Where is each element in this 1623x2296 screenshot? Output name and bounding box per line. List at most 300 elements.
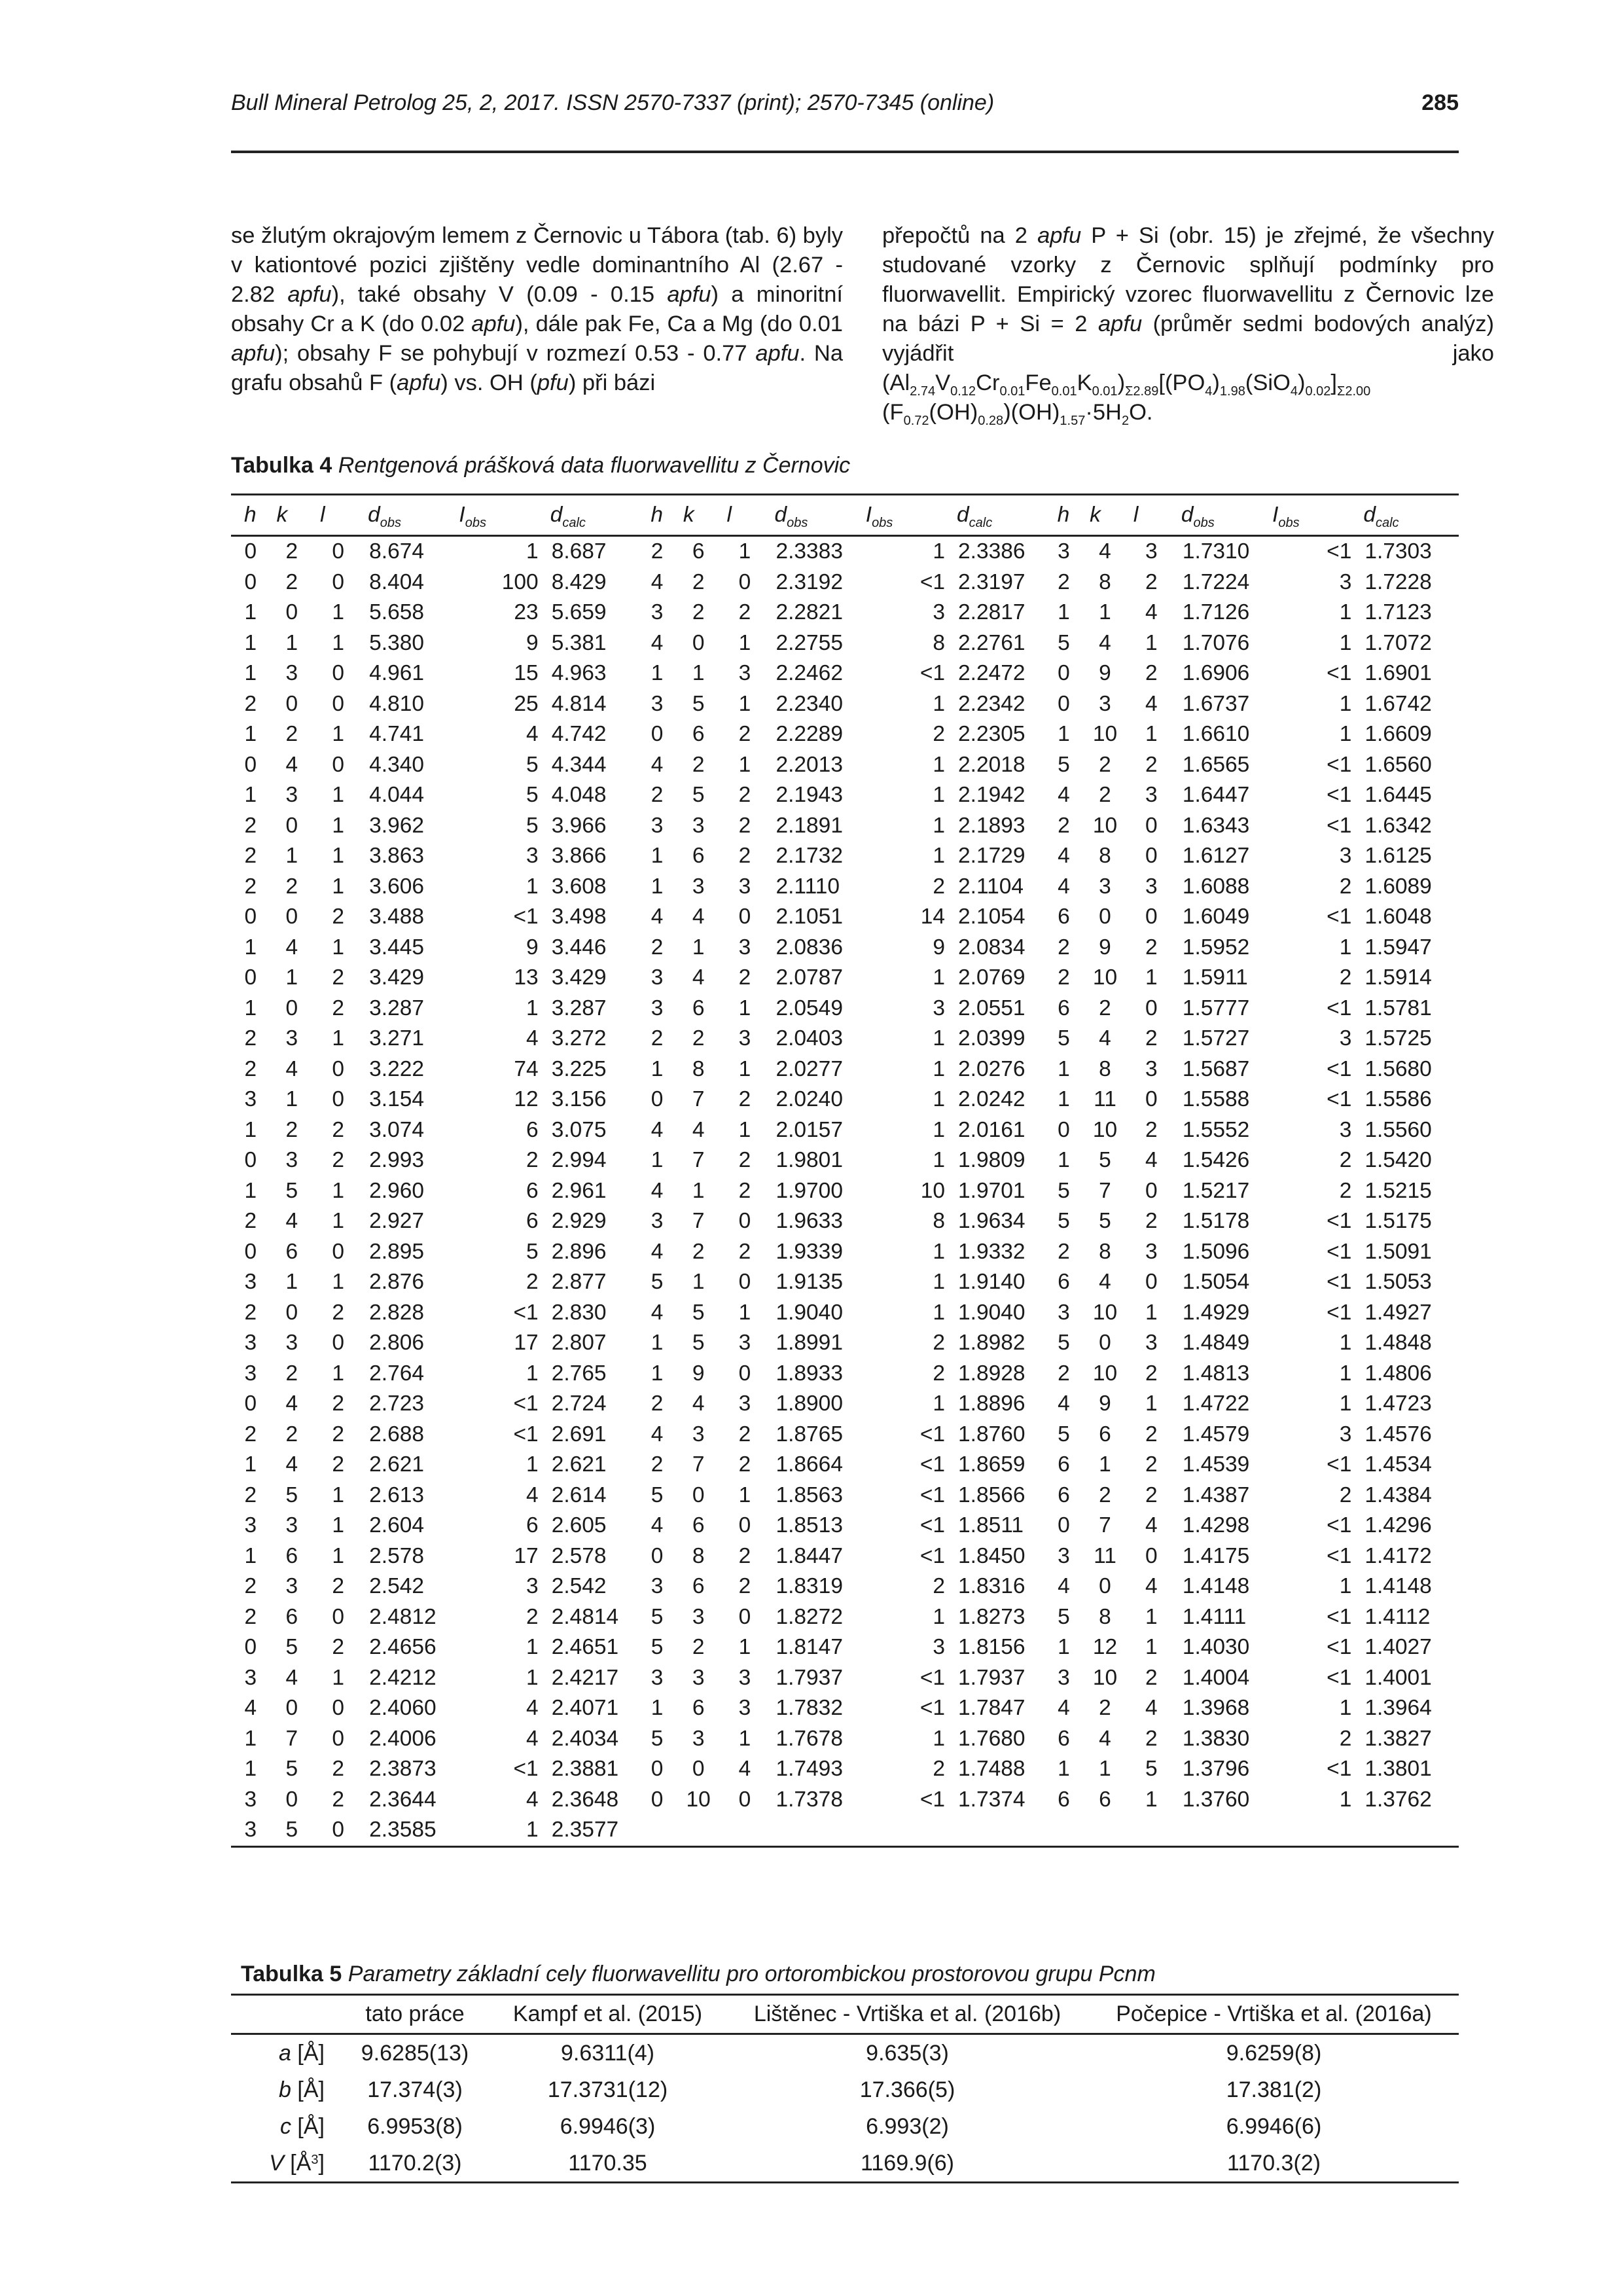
table-cell: 1 — [526, 1452, 539, 1477]
table-cell: 4 — [692, 965, 705, 990]
table-cell: 4 — [651, 1239, 664, 1264]
table-cell: 4 — [1099, 1026, 1111, 1051]
table-cell: 2 — [1339, 1482, 1352, 1507]
table-cell: 2 — [1058, 935, 1070, 960]
table-cell: 6 — [1099, 1422, 1111, 1446]
table-cell: 0 — [244, 1148, 257, 1173]
table-cell: 4 — [1145, 1696, 1158, 1721]
column-header: k — [270, 495, 314, 536]
table-cell: 1 — [1099, 600, 1111, 625]
table-cell: 3.271 — [369, 1026, 424, 1051]
table-cell: 1 — [1339, 1574, 1352, 1599]
table-cell: 1.9801 — [776, 1148, 843, 1173]
table-cell: 3 — [651, 1209, 664, 1234]
table-cell: 2 — [1145, 1209, 1158, 1234]
table-cell: 0 — [285, 905, 298, 929]
table-cell: 2 — [692, 1239, 705, 1264]
table-cell: 1.7303 — [1364, 539, 1432, 564]
table-cell: 25 — [514, 691, 539, 716]
table-cell: <1 — [1327, 1087, 1352, 1112]
table-cell: 1.9040 — [958, 1300, 1026, 1325]
table-cell: 2 — [738, 600, 751, 625]
table-cell: 2 — [933, 1361, 946, 1386]
table-cell: 0 — [285, 1696, 298, 1721]
table-cell: 1.9701 — [958, 1178, 1026, 1203]
table-cell: 1.5947 — [1364, 935, 1432, 960]
table-cell: 8.674 — [369, 539, 424, 564]
table-cell: 1 — [651, 1056, 664, 1081]
table-cell: <1 — [919, 1543, 946, 1568]
table-cell: 2.0551 — [958, 996, 1026, 1020]
table-cell: 3 — [244, 1270, 257, 1295]
table-cell: 2.4656 — [369, 1635, 437, 1660]
table-cell: 5.380 — [369, 630, 424, 655]
table-cell: 3 — [1339, 1422, 1352, 1446]
table-cell: 0 — [332, 569, 344, 594]
table-cell: 1.8933 — [776, 1361, 843, 1386]
table-cell: 17.3731(12) — [547, 2077, 668, 2102]
table-cell: 2 — [1058, 569, 1070, 594]
table-cell: 0 — [1099, 1574, 1111, 1599]
table-cell: 0 — [1058, 661, 1070, 686]
table-cell: 6 — [692, 722, 705, 747]
table-cell: 0 — [692, 1482, 705, 1507]
table-cell: 4 — [526, 1726, 539, 1751]
table-cell: 4 — [651, 1300, 664, 1325]
table-cell: 2.542 — [551, 1574, 607, 1599]
table-cell: 1.8147 — [776, 1635, 843, 1660]
table-cell: 6.993(2) — [866, 2113, 949, 2139]
table-cell: 3 — [933, 1635, 946, 1660]
table-cell: 1 — [738, 752, 751, 777]
table-cell: 1.4723 — [1364, 1391, 1432, 1416]
column-header: l — [313, 495, 363, 536]
table-cell: 0 — [1145, 905, 1158, 929]
table-cell: 4.741 — [369, 722, 424, 747]
table-cell: 1.6125 — [1364, 844, 1432, 869]
table-cell: 1.7310 — [1182, 539, 1250, 564]
table-cell: 1 — [332, 1026, 344, 1051]
table-cell: 4.963 — [551, 661, 607, 686]
table-cell: 2 — [244, 844, 257, 869]
table-cell: 1 — [1339, 630, 1352, 655]
table-cell: 2 — [651, 539, 664, 564]
table-cell: 3 — [1339, 844, 1352, 869]
table-cell: 4 — [738, 1757, 751, 1782]
table-cell: 4.344 — [551, 752, 607, 777]
table-cell: 1.4929 — [1182, 1300, 1250, 1325]
table-cell: 2.0787 — [776, 965, 843, 990]
table-cell: <1 — [919, 569, 946, 594]
table-cell: 2 — [1099, 783, 1111, 808]
table-cell: 5 — [1058, 1422, 1070, 1446]
table-cell: 1.6343 — [1182, 813, 1250, 838]
table-cell: 1.5777 — [1182, 996, 1250, 1020]
table-row — [231, 1663, 1459, 1694]
table-cell: 4 — [651, 630, 664, 655]
table-cell: 4 — [692, 1117, 705, 1142]
table-row — [231, 2072, 1459, 2108]
table-cell: 6 — [692, 844, 705, 869]
table-cell: 3 — [285, 661, 298, 686]
table-cell: 6 — [1058, 905, 1070, 929]
table-cell: 0 — [1145, 1178, 1158, 1203]
table-cell: <1 — [919, 1665, 946, 1690]
table-cell: 5 — [651, 1604, 664, 1629]
table-cell: 1.8447 — [776, 1543, 843, 1568]
table-cell: 1.8272 — [776, 1604, 843, 1629]
table-cell: 1 — [1058, 1056, 1070, 1081]
table-row — [231, 1420, 1459, 1450]
table-row — [231, 1024, 1459, 1054]
table-cell: 4 — [1099, 1726, 1111, 1751]
table-cell: <1 — [1327, 1604, 1352, 1629]
table-cell: 2 — [692, 752, 705, 777]
table-cell: 2.2013 — [776, 752, 843, 777]
table-cell: 1.8928 — [958, 1361, 1026, 1386]
table-cell: 1.7374 — [958, 1787, 1026, 1812]
table-cell: 1 — [738, 1726, 751, 1751]
table-cell: 1 — [1145, 965, 1158, 990]
table-cell: 6 — [526, 1178, 539, 1203]
table-cell: 1.7072 — [1364, 630, 1432, 655]
table-cell: 4 — [285, 1391, 298, 1416]
parameter-label: V $[Å^3]$ — [231, 2145, 340, 2183]
table-cell: 0 — [738, 1209, 751, 1234]
table-cell: 1.6565 — [1182, 752, 1250, 777]
table-cell: 2 — [1145, 752, 1158, 777]
table-cell: 0 — [1058, 691, 1070, 716]
table-cell: 23 — [514, 600, 539, 625]
table-cell: 1.3827 — [1364, 1726, 1432, 1751]
table-cell: 1 — [332, 1361, 344, 1386]
table-cell: 1 — [244, 630, 257, 655]
table-cell — [677, 1815, 721, 1846]
table-cell: 2 — [285, 539, 298, 564]
table-cell: 2 — [526, 1604, 539, 1629]
table-cell: 2 — [332, 1148, 344, 1173]
table-cell: 2 — [1058, 813, 1070, 838]
table-cell: <1 — [1327, 1300, 1352, 1325]
journal-citation: Bull Mineral Petrolog 25, 2, 2017. ISSN 2570-7337 (print); 2570-7345 (online) — [231, 90, 995, 115]
column-header: $I_{obs}$ — [861, 495, 952, 536]
table-cell: <1 — [513, 905, 539, 929]
table-cell: 4 — [526, 1482, 539, 1507]
table-cell: 9 — [526, 630, 539, 655]
table-cell: 1 — [1339, 1331, 1352, 1355]
table-cell: 8.429 — [551, 569, 607, 594]
table-cell: 2 — [738, 1239, 751, 1264]
table-cell: 2 — [1145, 1117, 1158, 1142]
table-cell: 2.604 — [369, 1513, 424, 1538]
table-cell: 2.4034 — [551, 1726, 619, 1751]
table-cell: 2 — [738, 1148, 751, 1173]
table-cell: 5 — [1099, 1209, 1111, 1234]
column-header — [231, 1995, 340, 2034]
table-cell: 2 — [332, 1117, 344, 1142]
table-cell: 3 — [1145, 1056, 1158, 1081]
table-cell: <1 — [919, 1696, 946, 1721]
table-cell: <1 — [1327, 1452, 1352, 1477]
table-cell: 4 — [651, 752, 664, 777]
table-cell: 1.5914 — [1364, 965, 1432, 990]
table-cell: 6 — [526, 1117, 539, 1142]
table-cell: 0 — [738, 1787, 751, 1812]
table-cell: 4 — [526, 1026, 539, 1051]
table-cell: 5 — [692, 1331, 705, 1355]
table-cell: 0 — [738, 1513, 751, 1538]
column-header: l — [1127, 495, 1176, 536]
column-header: $I_{obs}$ — [454, 495, 544, 536]
table-row — [231, 1267, 1459, 1298]
table-row — [231, 598, 1459, 628]
table-cell: 2.1110 — [776, 874, 840, 899]
empirical-formula: $(Al_{2.74}V_{0.12}Cr_{0.01}Fe_{0.01}K_{0.01})_{\Sigma 2.89}[(PO_4)_{1.98}(SiO_4)_{0.02}]_{\Sigma 2.00}$ $(F_{0.72}(OH)_{0.28})(OH)_{1.57}\cdot 5H_2O$. — [882, 370, 1371, 428]
table-cell: 1.6342 — [1364, 813, 1432, 838]
table-cell: 5 — [1099, 1148, 1111, 1173]
table-cell: 3 — [285, 1026, 298, 1051]
table-cell: 1 — [244, 1757, 257, 1782]
table-cell: 3 — [651, 965, 664, 990]
table-cell: 2 — [1339, 965, 1352, 990]
table-cell: 2.961 — [551, 1178, 607, 1203]
table-cell: 5 — [1058, 1178, 1070, 1203]
table-cell: 7 — [1099, 1513, 1111, 1538]
table-cell: 9.635(3) — [866, 2040, 949, 2066]
table-cell: 13 — [514, 965, 539, 990]
table-cell: 10 — [1092, 813, 1118, 838]
table-cell: 4 — [526, 722, 539, 747]
table-cell: 4 — [651, 1178, 664, 1203]
table-cell: 2 — [1339, 1178, 1352, 1203]
table-cell: 1.8156 — [958, 1635, 1026, 1660]
table-cell: 2 — [1339, 1726, 1352, 1751]
table-cell: 4 — [651, 569, 664, 594]
table-cell: 1 — [933, 965, 946, 990]
table-cell: 3 — [651, 813, 664, 838]
table-cell: 2.613 — [369, 1482, 424, 1507]
table-cell: 1.5952 — [1182, 935, 1250, 960]
table-cell: 2.2289 — [776, 722, 843, 747]
table-cell: 1.4175 — [1182, 1543, 1250, 1568]
table-cell: 3.075 — [551, 1117, 607, 1142]
table-cell: 2 — [526, 1270, 539, 1295]
table-cell: 1 — [285, 844, 298, 869]
table-cell: 1 — [1145, 1604, 1158, 1629]
table-cell: 3 — [738, 874, 751, 899]
table-cell: 1.4148 — [1364, 1574, 1432, 1599]
table-cell: 1.7076 — [1182, 630, 1250, 655]
table-cell: 1 — [332, 1270, 344, 1295]
table-cell: 2 — [244, 874, 257, 899]
powder-diffraction-table — [231, 493, 1459, 1848]
table-cell: 10 — [920, 1178, 946, 1203]
table-cell: 0 — [738, 1361, 751, 1386]
table-row — [231, 1054, 1459, 1085]
table-cell: 3 — [738, 1391, 751, 1416]
table-cell: <1 — [513, 1422, 539, 1446]
table-cell: 4.810 — [369, 691, 424, 716]
table-cell: 1 — [933, 783, 946, 808]
table-cell: 1 — [1339, 1696, 1352, 1721]
table-cell: 1 — [332, 1543, 344, 1568]
table-row — [231, 719, 1459, 750]
table-cell: 2.621 — [369, 1452, 424, 1477]
table-cell: 1 — [332, 844, 344, 869]
table-cell: 1.7678 — [776, 1726, 843, 1751]
table-cell: 1 — [1145, 630, 1158, 655]
table-cell: 0 — [651, 1787, 664, 1812]
table-cell: 1.7126 — [1182, 600, 1250, 625]
table-cell: 2.994 — [551, 1148, 607, 1173]
table-header-row — [231, 495, 1459, 536]
table-cell: 17.366(5) — [859, 2077, 955, 2102]
table-row — [231, 963, 1459, 994]
table-cell: 2 — [285, 722, 298, 747]
table-cell: 1.7847 — [958, 1696, 1026, 1721]
table-cell: 2.764 — [369, 1361, 424, 1386]
table-cell: 3 — [1058, 1543, 1070, 1568]
table-cell: 6 — [1058, 1726, 1070, 1751]
table-cell: 1.6088 — [1182, 874, 1250, 899]
column-header: k — [677, 495, 721, 536]
table-cell: 1.6610 — [1182, 722, 1250, 747]
table-cell: 0 — [332, 1239, 344, 1264]
table-row — [231, 1480, 1459, 1511]
table-cell: 3 — [1145, 1239, 1158, 1264]
table-cell: 2.2755 — [776, 630, 843, 655]
table-cell: 1 — [332, 783, 344, 808]
table-cell: 2 — [1145, 569, 1158, 594]
table-cell: 2 — [692, 600, 705, 625]
table-cell: 1 — [244, 722, 257, 747]
table-cell: 3 — [692, 1604, 705, 1629]
table-cell: 1 — [651, 1361, 664, 1386]
table-row — [231, 1724, 1459, 1755]
table-cell: 1.3801 — [1364, 1757, 1432, 1782]
column-header: Lištěnec - Vrtiška et al. (2016b) — [726, 1995, 1089, 2034]
table-cell: 1.7937 — [776, 1665, 843, 1690]
table-cell: 2 — [244, 1574, 257, 1599]
table-cell: 2 — [244, 1056, 257, 1081]
table-cell: 1 — [244, 1178, 257, 1203]
table-cell: 1 — [651, 1148, 664, 1173]
table-cell: 0 — [332, 752, 344, 777]
table-row — [231, 933, 1459, 963]
table-cell: 9.6285(13) — [361, 2040, 469, 2066]
table-cell: 0 — [738, 1270, 751, 1295]
table-cell: 2 — [738, 722, 751, 747]
table-cell: 2 — [244, 813, 257, 838]
table-cell: 2 — [738, 965, 751, 990]
table-cell: 3 — [1058, 539, 1070, 564]
table-cell: 0 — [1099, 1331, 1111, 1355]
table-cell: 4 — [692, 1391, 705, 1416]
table-cell: 1.7937 — [958, 1665, 1026, 1690]
table-cell: 1 — [933, 1270, 946, 1295]
table-cell: 1.7680 — [958, 1726, 1026, 1751]
table-cell: 1 — [244, 1543, 257, 1568]
table-cell: 2 — [1145, 935, 1158, 960]
table-cell: 2 — [738, 1087, 751, 1112]
table-cell: 5 — [1058, 752, 1070, 777]
table-cell: 2.2462 — [776, 661, 843, 686]
table-cell: 9 — [1099, 661, 1111, 686]
table-cell: 1 — [738, 630, 751, 655]
table-cell: 5 — [285, 1178, 298, 1203]
table-cell: 3 — [738, 661, 751, 686]
table-cell: 2 — [285, 569, 298, 594]
table-cell: 2 — [526, 1148, 539, 1173]
table-cell: 4 — [285, 1209, 298, 1234]
table-cell: 1.6447 — [1182, 783, 1250, 808]
table-cell — [721, 1815, 770, 1846]
table-cell: 1.4387 — [1182, 1482, 1250, 1507]
table-cell: <1 — [1327, 783, 1352, 808]
table-cell: 1.6048 — [1364, 905, 1432, 929]
parameter-label: a [Å] — [279, 2040, 325, 2066]
table-cell: 1 — [332, 600, 344, 625]
table-cell: <1 — [1327, 1635, 1352, 1660]
table-cell: 2 — [285, 1361, 298, 1386]
table-row — [231, 1693, 1459, 1724]
table-cell: 1.5781 — [1364, 996, 1432, 1020]
table-row — [231, 1754, 1459, 1785]
table-cell: 2.2817 — [958, 600, 1026, 625]
table-cell: 3 — [738, 935, 751, 960]
table-cell: 2.993 — [369, 1148, 424, 1173]
table-header-row — [231, 1995, 1459, 2034]
table-cell: 3.445 — [369, 935, 424, 960]
table-cell: 4 — [1058, 783, 1070, 808]
table-cell: 1 — [285, 1270, 298, 1295]
table-cell: 10 — [1092, 1361, 1118, 1386]
table-row — [231, 1450, 1459, 1480]
table-cell: 2 — [1339, 874, 1352, 899]
table-cell: 1 — [244, 996, 257, 1020]
table-cell: 1.9700 — [776, 1178, 843, 1203]
table-cell: 2.896 — [551, 1239, 607, 1264]
table-cell: 1.5091 — [1364, 1239, 1432, 1264]
table-cell: 1 — [738, 691, 751, 716]
table-cell: 4 — [1099, 539, 1111, 564]
table-cell: 1 — [332, 630, 344, 655]
table-cell: 2.895 — [369, 1239, 424, 1264]
table-cell: 2 — [285, 1422, 298, 1446]
table-cell: 1 — [332, 813, 344, 838]
table-cell: 2.0277 — [776, 1056, 843, 1081]
table-cell: <1 — [1327, 1665, 1352, 1690]
table-cell: 1.8563 — [776, 1482, 843, 1507]
table-row — [231, 1815, 1459, 1846]
table-cell: 1 — [692, 1178, 705, 1203]
table-cell: 1.4296 — [1364, 1513, 1432, 1538]
table-cell: 1 — [1339, 1361, 1352, 1386]
table-cell: 0 — [1058, 1117, 1070, 1142]
table-cell: 1 — [1058, 1148, 1070, 1173]
table-cell: 3 — [1145, 1331, 1158, 1355]
table-cell: 5 — [285, 1482, 298, 1507]
table-cell: 2.542 — [369, 1574, 424, 1599]
table-cell: 4 — [1145, 1574, 1158, 1599]
table-cell: 1.8659 — [958, 1452, 1026, 1477]
table-cell: 3 — [244, 1361, 257, 1386]
table-cell: 2 — [651, 1026, 664, 1051]
table-cell: 1.5586 — [1364, 1087, 1432, 1112]
table-cell: 5 — [270, 1815, 314, 1846]
table-cell: 1.6089 — [1364, 874, 1432, 899]
table-cell: 3 — [692, 1422, 705, 1446]
